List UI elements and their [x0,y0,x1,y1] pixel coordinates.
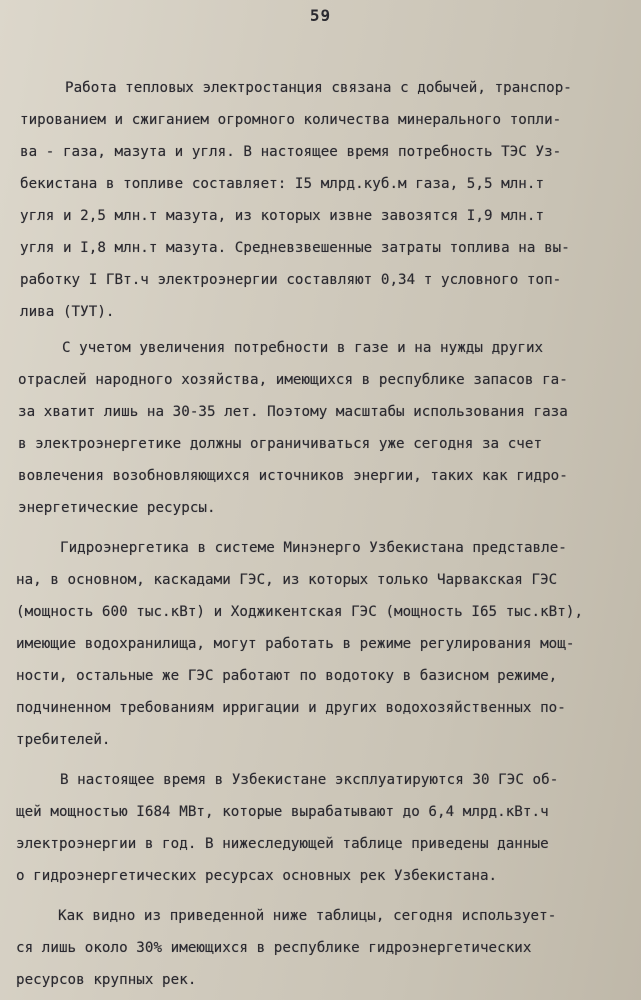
text-line: о гидроэнергетических ресурсах основных рек Узбекистана. [16,868,498,884]
text-line: (мощность 600 тыс.кВт) и Ходжикентская ГЭС (мощность I65 тыс.кВт), [16,604,584,620]
text-line: ся лишь около 30% имеющихся в республике гидроэнергетических [16,940,532,956]
text-line: щей мощностью I684 МВт, которые вырабатывают до 6,4 млрд.кВт.ч [16,804,549,820]
text-line: В настоящее время в Узбекистане эксплуатируются 30 ГЭС об- [60,772,559,788]
text-line: ности, остальные же ГЭС работают по водотоку в базисном режиме, [16,668,558,684]
text-line: подчиненном требованиям ирригации и других водохозяйственных по- [16,700,566,716]
text-line: Работа тепловых электростанция связана с добычей, транспор- [65,80,572,96]
text-line: Как видно из приведенной ниже таблицы, сегодня использует- [58,908,557,924]
text-line: ресурсов крупных рек. [16,972,197,988]
text-line: ва - газа, мазута и угля. В настоящее время потребность ТЭС Уз- [20,144,562,160]
text-line: С учетом увеличения потребности в газе и на нужды других [62,340,544,356]
text-line: требителей. [16,732,111,748]
text-line: работку I ГВт.ч электроэнергии составляют 0,34 т условного топ- [20,272,562,288]
text-line: вовлечения возобновляющихся источников энергии, таких как гидро- [18,468,568,484]
text-line: лива (ТУТ). [20,304,115,320]
text-line: энергетические ресурсы. [18,500,216,516]
text-line: угля и I,8 млн.т мазута. Средневзвешенные затраты топлива на вы- [20,240,570,256]
text-line: отраслей народного хозяйства, имеющихся в республике запасов га- [18,372,568,388]
text-line: имеющие водохранилища, могут работать в режиме регулирования мощ- [16,636,575,652]
text-line: за хватит лишь на 30-35 лет. Поэтому масштабы использования газа [18,404,568,420]
text-line: угля и 2,5 млн.т мазута, из которых извне завозятся I,9 млн.т [20,208,545,224]
page-number: 59 [309,6,332,25]
text-line: на, в основном, каскадами ГЭС, из которых только Чарвакская ГЭС [16,572,558,588]
text-line: в электроэнергетике должны ограничиваться уже сегодня за счет [18,436,543,452]
text-line: тированием и сжиганием огромного количества минерального топли- [20,112,562,128]
text-line: бекистана в топливе составляет: I5 млрд.куб.м газа, 5,5 млн.т [20,176,545,192]
text-line: электроэнергии в год. В нижеследующей таблице приведены данные [16,836,549,852]
text-line: Гидроэнергетика в системе Минэнерго Узбекистана представле- [60,540,567,556]
